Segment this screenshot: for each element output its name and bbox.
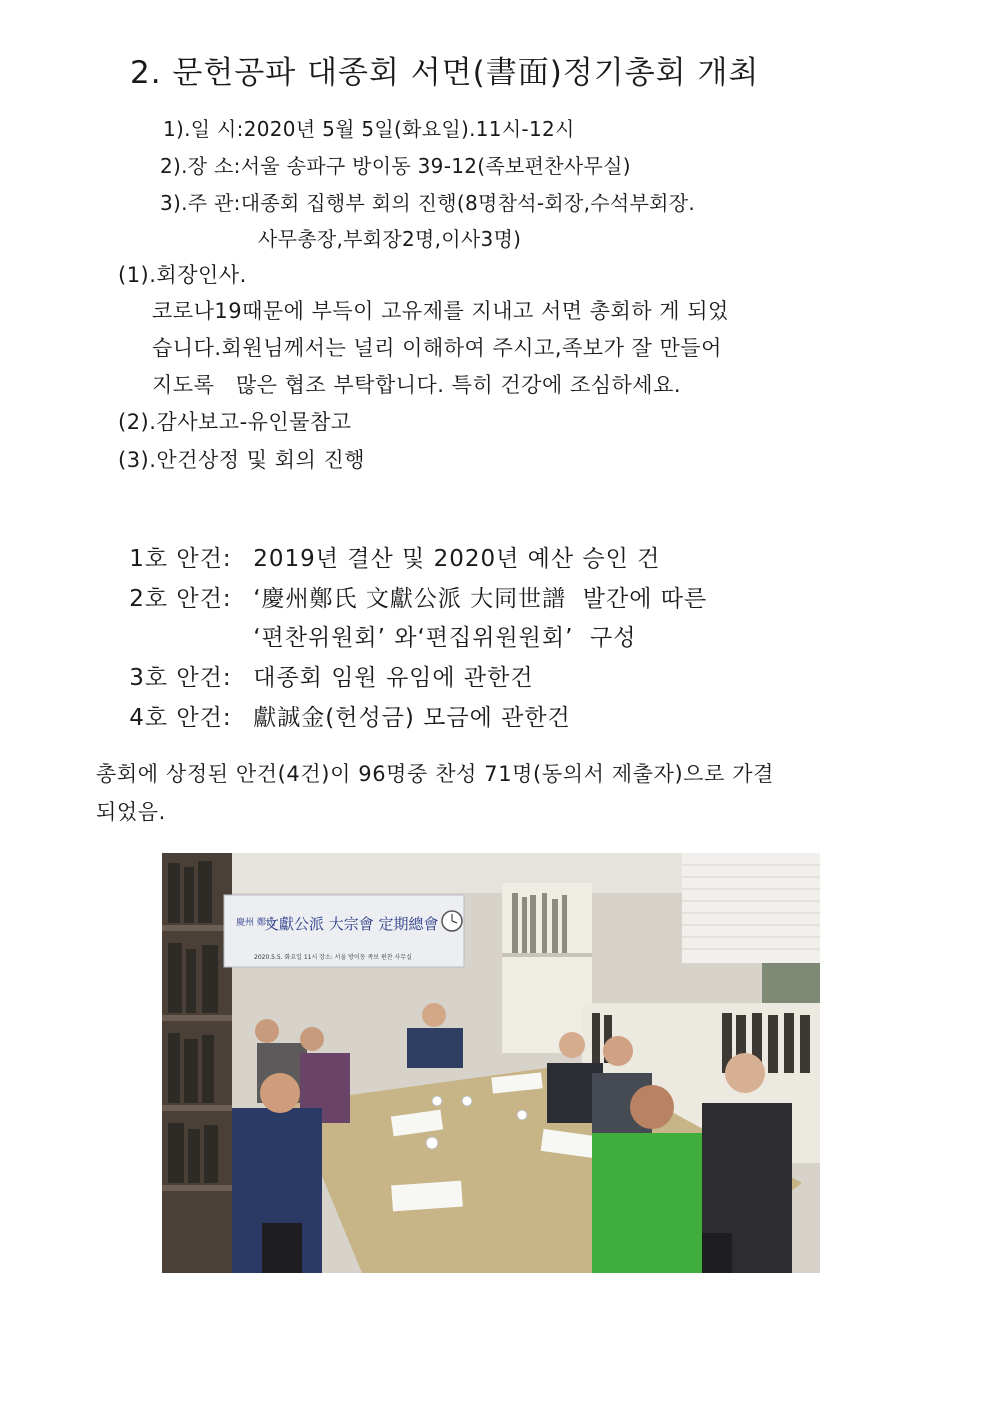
result-line-1: 총회에 상정된 안건(4건)이 96명중 찬성 71명(동의서 제출자)으로 가결 bbox=[96, 762, 775, 786]
agenda-item-1-label: 1호 안건: bbox=[129, 546, 232, 572]
document-title: 2. 문헌공파 대종회 서면(書面)정기총회 개최 bbox=[130, 55, 760, 91]
banner-main-text: 文獻公派 大宗會 定期總會 bbox=[264, 915, 439, 933]
agenda-item-1-text: 2019년 결산 및 2020년 예산 승인 건 bbox=[253, 546, 661, 572]
banner-sub-text: 2020.5.5. 화요일 11시 장소: 서울 방이동 족보 편찬 사무실 bbox=[254, 954, 412, 961]
agenda-item-2-text: ‘慶州鄭氏 文獻公派 大同世譜 발간에 따른 bbox=[253, 586, 708, 612]
greeting-line-3: 지도록 많은 협조 부탁합니다. 특히 건강에 조심하세요. bbox=[152, 373, 682, 397]
agenda-item-3-text: 대종회 임원 유임에 관한건 bbox=[253, 665, 534, 691]
result-line-2: 되었음. bbox=[96, 800, 166, 824]
section-2-heading: (2).감사보고-유인물참고 bbox=[118, 410, 352, 434]
info-date-line: 1).일 시:2020년 5월 5일(화요일).11시-12시 bbox=[163, 117, 575, 141]
agenda-item-2-label: 2호 안건: bbox=[129, 586, 232, 612]
agenda-item-4-text: 獻誠金(헌성금) 모금에 관한건 bbox=[253, 705, 571, 731]
greeting-line-2: 습니다.회원님께서는 널리 이해하여 주시고,족보가 잘 만들어 bbox=[152, 336, 722, 360]
agenda-item-3-label: 3호 안건: bbox=[129, 665, 232, 691]
info-host-continued-line: 사무총장,부회장2명,이사3명) bbox=[258, 227, 522, 251]
banner-small-text: 慶州 鄭氏 bbox=[236, 918, 275, 928]
info-place-line: 2).장 소:서울 송파구 방이동 39-12(족보편찬사무실) bbox=[160, 154, 631, 178]
agenda-item-2-continued-text: ‘편찬위원회’ 와‘편집위원원회’ 구성 bbox=[253, 625, 637, 651]
agenda-item-4 bbox=[96, 684, 571, 753]
section-3-heading: (3).안건상정 및 회의 진행 bbox=[118, 448, 366, 472]
agenda-item-4-label: 4호 안건: bbox=[129, 705, 232, 731]
section-1-heading: (1).회장인사. bbox=[118, 263, 247, 287]
meeting-photo bbox=[162, 853, 820, 1273]
greeting-line-1: 코로나19때문에 부득이 고유제를 지내고 서면 총회하 게 되었 bbox=[152, 299, 729, 323]
info-host-line: 3).주 관:대종회 집행부 회의 진행(8명참석-회장,수석부회장. bbox=[160, 191, 696, 215]
